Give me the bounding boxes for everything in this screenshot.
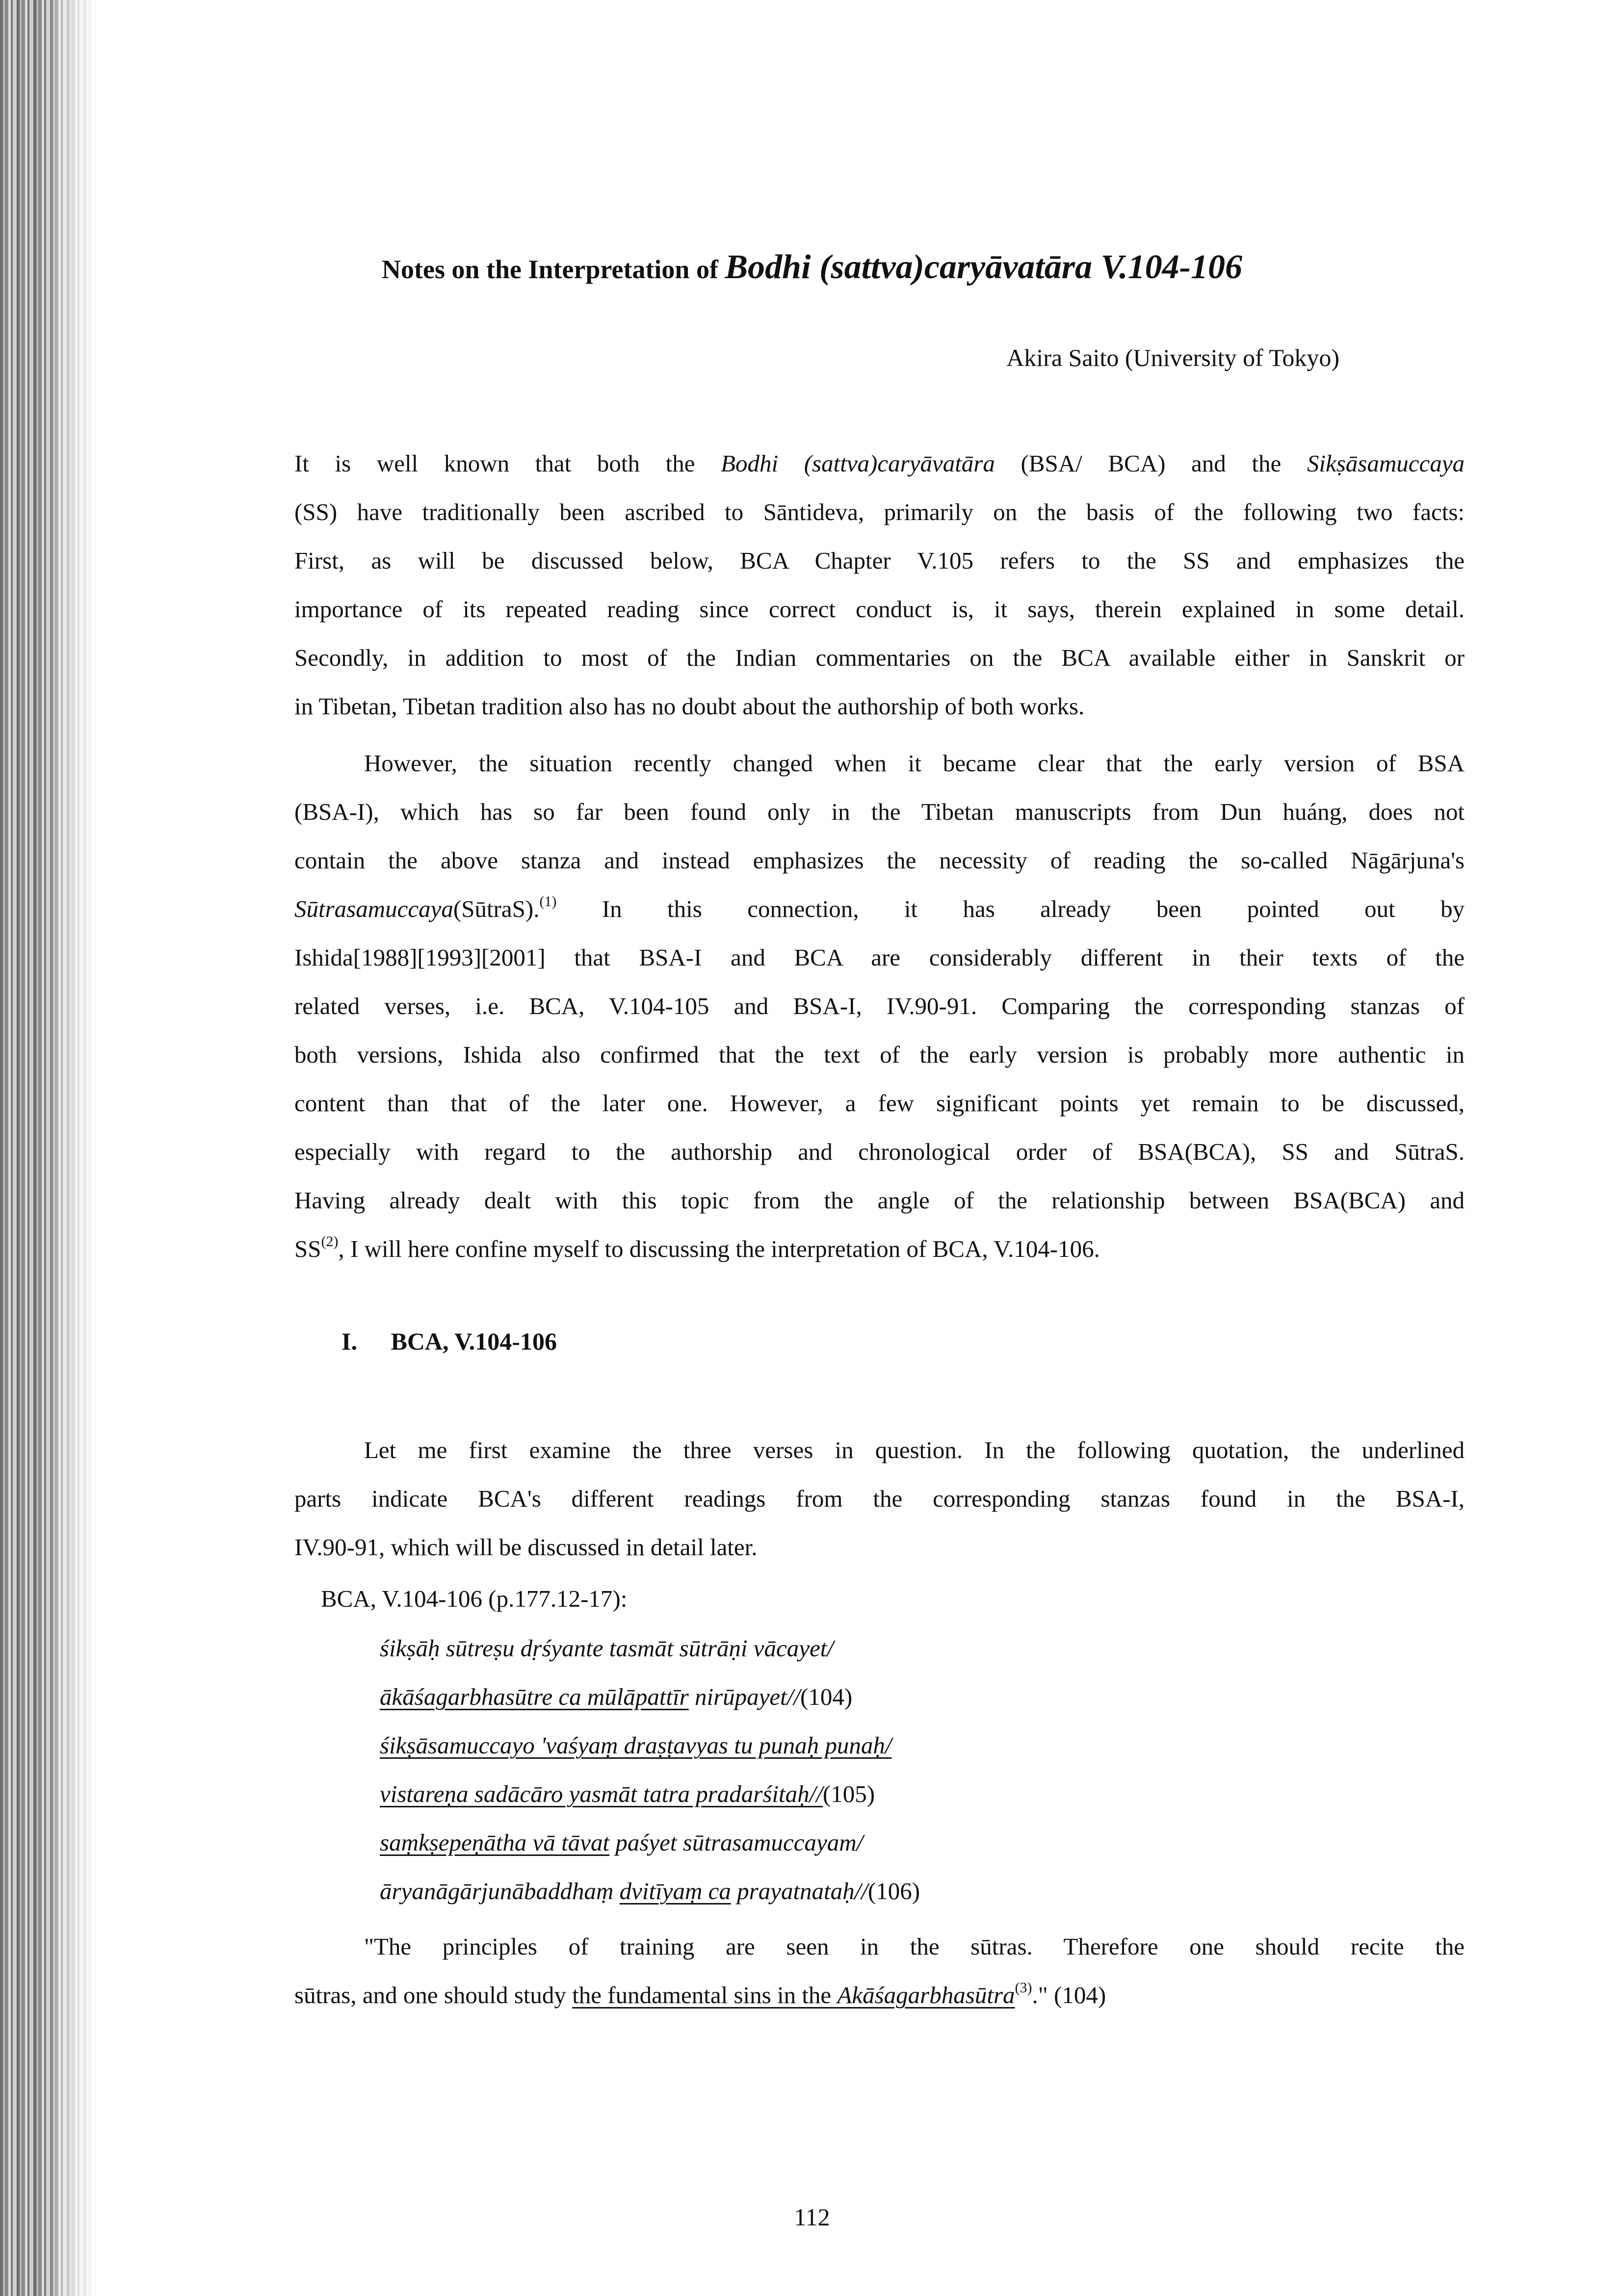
footnote-marker: (3) [1015, 1980, 1032, 1996]
footnote-marker: (1) [539, 893, 557, 910]
text-line [294, 1079, 1465, 1127]
text-line [294, 682, 1465, 731]
text-segment: ākāśagarbhasūtre ca mūlāpattīr [380, 1683, 689, 1710]
text-line [294, 1523, 1465, 1571]
title-italic: Bodhi (sattva)caryāvatāra V.104-106 [725, 248, 1242, 286]
text-segment: However, the situation recently changed when it became clear that the early version of BSA [364, 750, 1465, 777]
text-segment: both versions, Ishida also confirmed that the text of the early version is probably more authentic in [294, 1041, 1465, 1068]
text-line [294, 585, 1465, 633]
text-line [294, 739, 1465, 787]
text-line [294, 633, 1465, 682]
text-segment: In this connection, it has already been pointed out by [556, 895, 1465, 922]
text-segment: "The principles of training are seen in the sūtras. Therefore one should recite the [364, 1933, 1465, 1960]
text-segment: importance of its repeated reading since correct conduct is, it says, therein explained in some detail. [294, 596, 1465, 623]
text-segment: (BSA-I), which has so far been found only in the Tibetan manuscripts from Dun huáng, does not [294, 798, 1465, 825]
text-segment: sūtras, and one should study [294, 1982, 573, 2009]
text-segment: Secondly, in addition to most of the Indian commentaries on the BCA available either in Sanskrit or [294, 644, 1465, 671]
title-prefix: Notes on the Interpretation of [382, 255, 718, 284]
citation: BCA, V.104-106 (p.177.12-17): [321, 1585, 628, 1612]
text-line [294, 1971, 1465, 2019]
text-segment: paśyet sūtrasamuccayam/ [609, 1829, 864, 1856]
verse-line [380, 1770, 1465, 1818]
text-segment: SS [294, 1235, 321, 1262]
verse-line [380, 1818, 1465, 1867]
text-segment: Sikṣāsamuccaya [1307, 450, 1465, 477]
verse-line [380, 1624, 1465, 1672]
text-segment: Having already dealt with this topic from the angle of the relationship between BSA(BCA) and [294, 1187, 1465, 1214]
text-line [294, 1127, 1465, 1176]
text-line [294, 982, 1465, 1030]
text-segment: especially with regard to the authorship and chronological order of BSA(BCA), SS and SūtraS. [294, 1138, 1465, 1165]
text-segment: content than that of the later one. However, a few significant points yet remain to be discussed, [294, 1090, 1465, 1117]
text-segment: parts indicate BCA's different readings from the corresponding stanzas found in the BSA-I, [294, 1485, 1465, 1512]
verse-line [380, 1867, 1465, 1915]
text-line [294, 1922, 1465, 1971]
text-segment: (SūtraS). [453, 895, 540, 922]
text-line [294, 1426, 1465, 1474]
author-line: Akira Saito (University of Tokyo) [1006, 344, 1339, 371]
text-line [294, 1474, 1465, 1523]
text-segment: related verses, i.e. BCA, V.104-105 and BSA-I, IV.90-91. Comparing the corresponding stanzas of [294, 992, 1465, 1019]
text-segment: śikṣāḥ sūtreṣu dṛśyante tasmāt sūtrāṇi vācayet/ [380, 1635, 834, 1662]
verses-block [380, 1624, 1465, 1915]
paragraph-1 [294, 439, 1465, 731]
text-segment: Sūtrasamuccaya [294, 895, 453, 922]
text-segment: (BSA/ BCA) and the [995, 450, 1307, 477]
page-number: 112 [794, 2203, 830, 2231]
text-segment: āryanāgārjunābaddhaṃ [380, 1878, 620, 1905]
text-segment: Bodhi (sattva)caryāvatāra [721, 450, 995, 477]
text-segment: (104) [800, 1683, 853, 1710]
text-segment: vistareṇa sadācāro yasmāt tatra pradarśitaḥ// [380, 1780, 823, 1807]
paragraph-3 [294, 1426, 1465, 1571]
text-segment: in Tibetan, Tibetan tradition also has no doubt about the authorship of both works. [294, 693, 1085, 720]
text-line [294, 536, 1465, 585]
text-segment: prayatnataḥ// [731, 1878, 868, 1905]
text-segment: saṃkṣepeṇātha vā tāvat [380, 1829, 610, 1856]
text-segment: ." (104) [1032, 1982, 1106, 2009]
text-segment: (106) [867, 1878, 920, 1905]
section-heading [341, 1327, 557, 1356]
text-line [294, 488, 1465, 536]
text-segment: (105) [822, 1780, 875, 1807]
paragraph-2 [294, 739, 1465, 1273]
text-line [294, 933, 1465, 982]
text-line [294, 439, 1465, 488]
text-segment: śikṣāsamuccayo 'vaśyaṃ draṣṭavyas tu punaḥ punaḥ/ [380, 1732, 892, 1759]
section-title: BCA, V.104-106 [391, 1328, 557, 1355]
text-line [294, 885, 1465, 933]
verse-line [380, 1721, 1465, 1770]
text-line [294, 836, 1465, 885]
text-line [294, 1030, 1465, 1079]
text-line [294, 1176, 1465, 1225]
section-number: I. [341, 1328, 357, 1355]
text-segment: the fundamental sins in the [572, 1982, 838, 2009]
text-segment: (SS) have traditionally been ascribed to Sāntideva, primarily on the basis of the following two facts: [294, 498, 1465, 525]
text-segment: IV.90-91, which will be discussed in detail later. [294, 1534, 758, 1561]
text-segment: It is well known that both the [294, 450, 721, 477]
text-segment: Ishida[1988][1993][2001] that BSA-I and BCA are considerably different in their texts of the [294, 944, 1465, 971]
text-segment: contain the above stanza and instead emphasizes the necessity of reading the so-called Nāgārjuna's [294, 847, 1465, 874]
text-segment: , I will here confine myself to discussing the interpretation of BCA, V.104-106. [338, 1235, 1100, 1262]
scan-edge-shadow [0, 0, 98, 2296]
text-segment: dvitīyaṃ ca [619, 1878, 731, 1905]
text-segment: Let me first examine the three verses in question. In the following quotation, the underlined [364, 1436, 1465, 1463]
text-segment: nirūpayet// [688, 1683, 801, 1710]
translation-block [294, 1922, 1465, 2019]
citation-block [321, 1574, 1491, 1623]
verse-line [380, 1672, 1465, 1721]
text-segment: First, as will be discussed below, BCA Chapter V.105 refers to the SS and emphasizes the [294, 547, 1465, 574]
text-line [294, 1225, 1465, 1273]
text-segment: Akāśagarbhasūtra [837, 1982, 1015, 2009]
text-line [294, 787, 1465, 836]
paper-title [0, 248, 1624, 287]
footnote-marker: (2) [321, 1233, 339, 1250]
